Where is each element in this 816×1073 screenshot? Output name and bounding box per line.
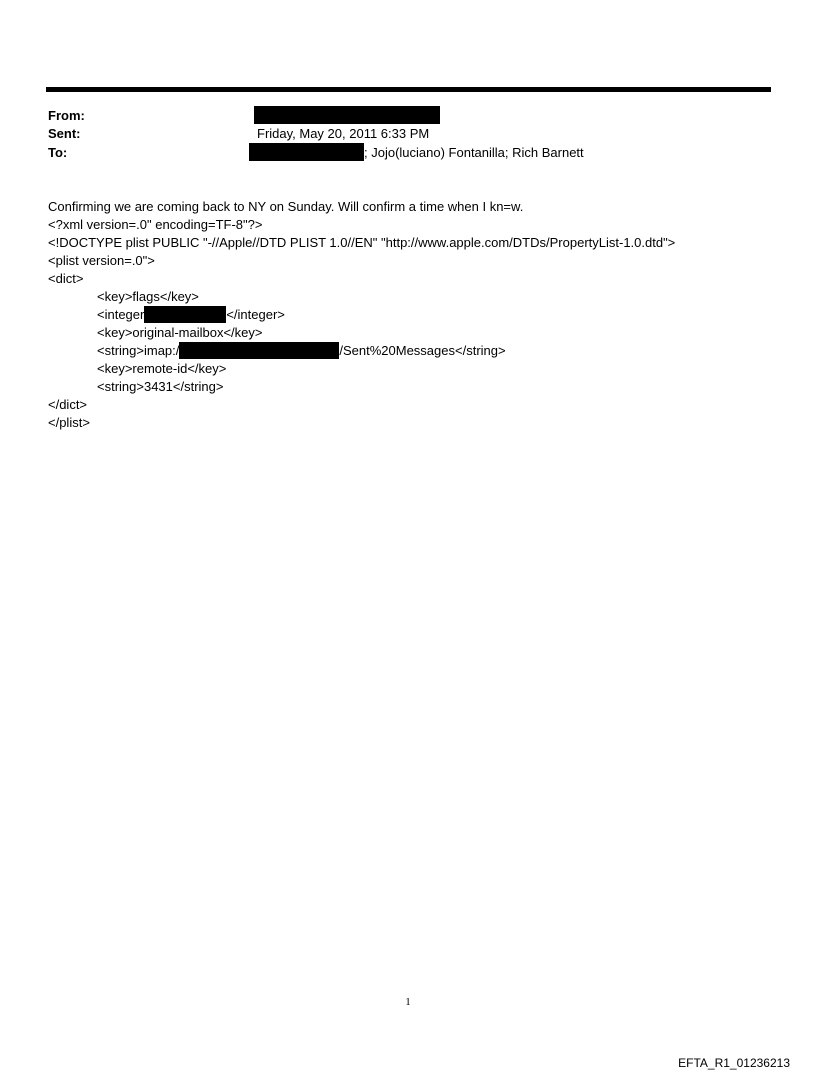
sent-label: Sent: [48,126,81,141]
string-open-tag: <string>imap:/ [97,343,180,358]
message-line: <key>flags</key> [97,289,199,304]
to-value: ; Jojo(luciano) Fontanilla; Rich Barnett [364,145,584,160]
redacted-sender [254,106,440,124]
message-line: <dict> [48,271,84,286]
message-line: </dict> [48,397,88,412]
message-line: <key>original-mailbox</key> [97,325,263,340]
to-label: To: [48,145,68,160]
sent-value: Friday, May 20, 2011 6:33 PM [257,126,430,141]
message-line: <?xml version=.0" encoding=TF-8"?> [48,217,263,232]
message-line: <!DOCTYPE plist PUBLIC "-//Apple//DTD PLIST 1.0//EN" "http://www.apple.com/DTDs/PropertyList-1.0.dtd"> [48,235,676,250]
message-line-redacted [97,306,285,323]
page-number: 1 [405,996,411,1008]
integer-open-tag: <integer [97,307,145,322]
integer-close-tag: </integer> [226,307,285,322]
from-label: From: [48,108,85,123]
message-line: <string>3431</string> [97,379,224,394]
redacted-mailbox-url [179,342,339,359]
string-close-tag: /Sent%20Messages</string> [339,343,506,358]
redacted-recipient [249,143,364,161]
bates-number: EFTA_R1_01236213 [678,1056,790,1070]
message-line: </plist> [48,415,90,430]
message-line: <plist version=.0"> [48,253,155,268]
redacted-flags-value [144,306,226,323]
message-line: <key>remote-id</key> [97,361,227,376]
message-line: Confirming we are coming back to NY on Sunday. Will confirm a time when I kn=w. [48,199,524,214]
message-line-redacted [97,342,506,359]
header-divider [46,87,771,92]
